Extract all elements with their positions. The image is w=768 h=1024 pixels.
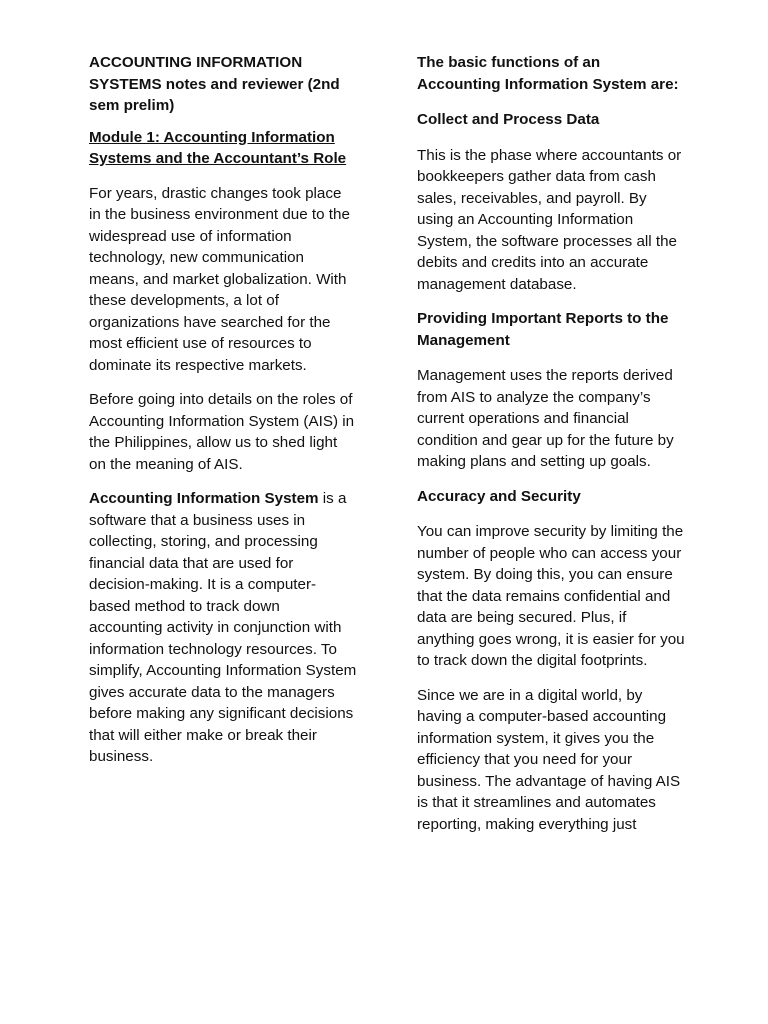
basic-functions-heading: The basic functions of an Accounting Information System are: [417, 54, 679, 93]
ais-definition-term: Accounting Information System [89, 490, 319, 507]
ais-definition-text: is a software that a business uses in collecting, storing, and processing financial data that are used for decision-making. It is a computer-based method to track down accounting activity in conjunction with information technology resources. To simplify, Accounting Information System gives accurate data to the managers before making any significant decisions that will either make or break their business. [89, 490, 357, 765]
collect-process-heading: Collect and Process Data [417, 111, 600, 128]
intro-paragraph: For years, drastic changes took place in the business environment due to the widespread use of information technology, new communication means, and market globalization. With these developments, a lot of organizations have searched for the most efficient use of resources to dominate its respective markets. [89, 184, 350, 374]
ais-preface-paragraph: Before going into details on the roles of Accounting Information System (AIS) in the Philippines, allow us to shed light on the meaning of AIS. [89, 391, 355, 473]
ais-definition-paragraph [89, 488, 357, 768]
accuracy-security-paragraph: You can improve security by limiting the number of people who can access your system. By doing this, you can ensure that the data remains confidential and data are being secured. Plus, if anything goes wrong, it is easier for you to track down the digital footprints. [417, 523, 685, 669]
reports-paragraph: Management uses the reports derived from AIS to analyze the company’s current operations and financial condition and gear up for the future by making plans and setting up goals. [417, 367, 674, 470]
right-column [417, 52, 687, 848]
accuracy-security-heading: Accuracy and Security [417, 487, 581, 505]
collect-process-paragraph: This is the phase where accountants or bookkeepers gather data from cash sales, receivables, and payroll. By using an Accounting Information System, the software processes all the debits and credits into an accurate management database. [417, 146, 682, 293]
digital-world-paragraph: Since we are in a digital world, by having a computer-based accounting information system, it gives you the efficiency that you need for your business. The advantage of having AIS is that it streamlines and automates reporting, making everything just [417, 686, 681, 833]
module-heading: Module 1: Accounting Information Systems and the Accountant’s Role [89, 128, 347, 167]
left-column [89, 52, 357, 781]
reports-heading: Providing Important Reports to the Management [417, 310, 669, 349]
document-title: ACCOUNTING INFORMATION SYSTEMS notes and reviewer (2nd sem prelim) [89, 54, 340, 114]
